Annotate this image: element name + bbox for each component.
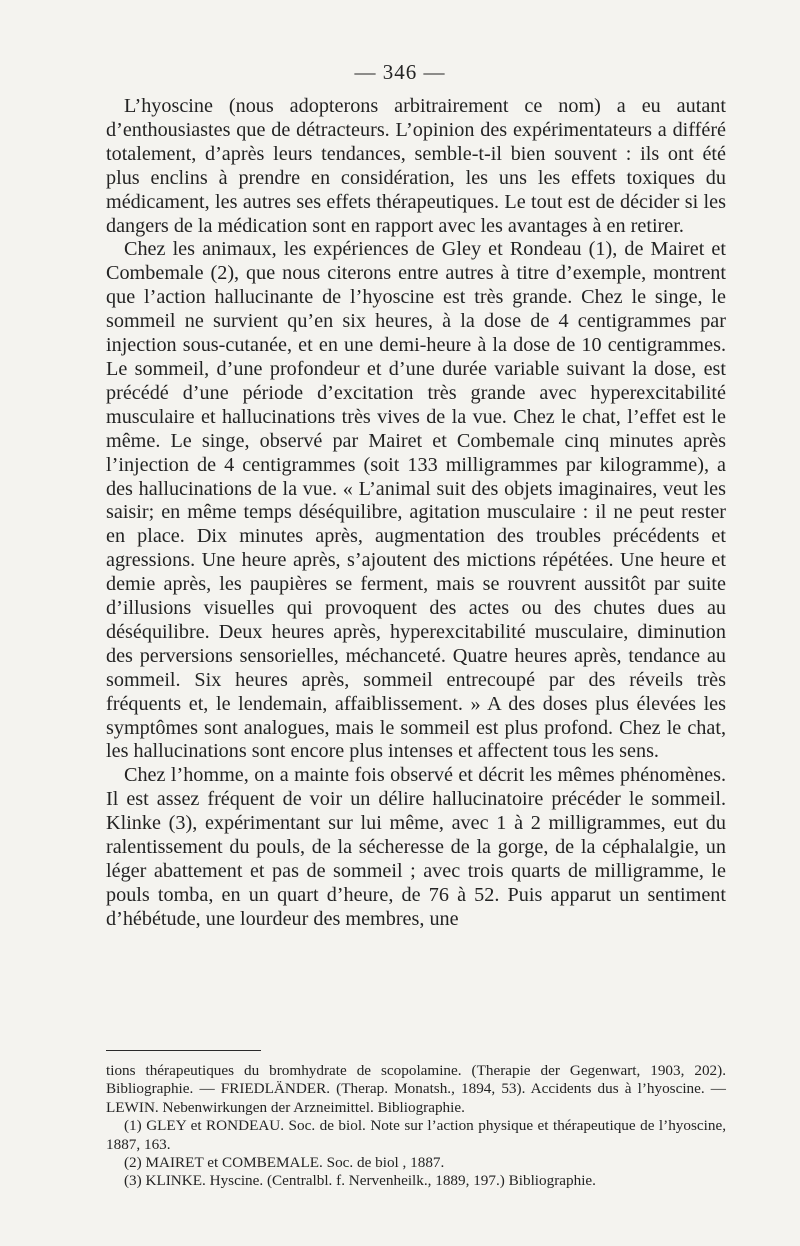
- body-text: [106, 95, 726, 932]
- footnote-3: (3) KLINKE. Hyscine. (Centralbl. f. Nervenheilk., 1889, 197.) Bibliographie.: [124, 1172, 596, 1190]
- paragraph-animal-experiments: Chez les animaux, les expériences de Gley et Rondeau (1), de Mairet et Combemale (2), que nous citerons entre autres à titre d’exemple, montrent que l’action hallucinante de l’hyoscine est très grande. Chez le singe, le sommeil ne survient qu’en six heures, à la dose de 4 centigrammes par injection sous-cutanée, et en une demi-heure à la dose de 10 centigrammes. Le sommeil, d’une profondeur et d’une durée variable suivant la dose, est précédé d’une période d’excitation très grande avec hyperexcitabilité musculaire et hallucinations très vives de la vue. Chez le chat, l’effet est le même. Le singe, observé par Mairet et Combemale cinq minutes après l’injection de 4 centigrammes (soit 133 milligrammes par kilogramme), a des hallucinations de la vue. « L’animal suit des objets imaginaires, veut les saisir; en même temps déséquilibre, agitation musculaire : il ne peut rester en place. Dix minutes après, augmentation des troubles précédents et agressions. Une heure après, s’ajoutent des mictions répétées. Une heure et demie après, les paupières se ferment, mais se rouvrent aussitôt par suite d’illusions visuelles qui provoquent des actes ou des chutes dues au déséquilibre. Deux heures après, hyperexcitabilité musculaire, diminution des perversions sensorielles, méchanceté. Quatre heures après, tendance au sommeil. Six heures après, sommeil entrecoupé par des réveils très fréquents et, le lendemain, affaiblissement. » A des doses plus élevées les symptômes sont analogues, mais le sommeil est plus profond. Chez le chat, les hallucinations sont encore plus intenses et affectent tous les sens.: [106, 238, 726, 763]
- footnote-rule: [106, 1050, 261, 1051]
- page-number: — 346 —: [354, 60, 446, 84]
- footnotes: [106, 1062, 726, 1191]
- footnote-1: (1) GLEY et RONDEAU. Soc. de biol. Note sur l’action physique et thérapeutique de l’hyoscine, 1887, 163.: [106, 1117, 726, 1153]
- paragraph-human-observations: Chez l’homme, on a mainte fois observé et décrit les mêmes phénomènes. Il est assez fréquent de voir un délire hallucinatoire précéder le sommeil. Klinke (3), expérimentant sur lui même, avec 1 à 2 milligrammes, eut du ralentissement du pouls, de la sécheresse de la gorge, de la céphalalgie, un léger abattement et pas de sommeil ; avec trois quarts de milligramme, le pouls tomba, en un quart d’heure, de 76 à 52. Puis apparut un sentiment d’hébétude, une lourdeur des membres, une: [106, 764, 726, 930]
- footnote-continuation: tions thérapeutiques du bromhydrate de scopolamine. (Therapie der Gegenwart, 1903, 202). Bibliographie. — FRIEDLÄNDER. (Therap. Monatsh., 1894, 53). Accidents dus à l’hyoscine. — LEWIN. Nebenwirkungen der Arzneimittel. Bibliographie.: [106, 1062, 726, 1116]
- paragraph-hyoscine-intro: L’hyoscine (nous adopterons arbitrairement ce nom) a eu autant d’enthousiastes que de détracteurs. L’opinion des expérimentateurs a différé totalement, d’après leurs tendances, semble-t-il bien souvent : ils ont été plus enclins à prendre en considération, les uns les effets toxiques du médicament, les autres ses effets thérapeutiques. Le tout est de décider si les dangers de la médication sont en rapport avec les avantages à en retirer.: [106, 95, 726, 237]
- footnote-2: (2) MAIRET et COMBEMALE. Soc. de biol , 1887.: [124, 1154, 445, 1172]
